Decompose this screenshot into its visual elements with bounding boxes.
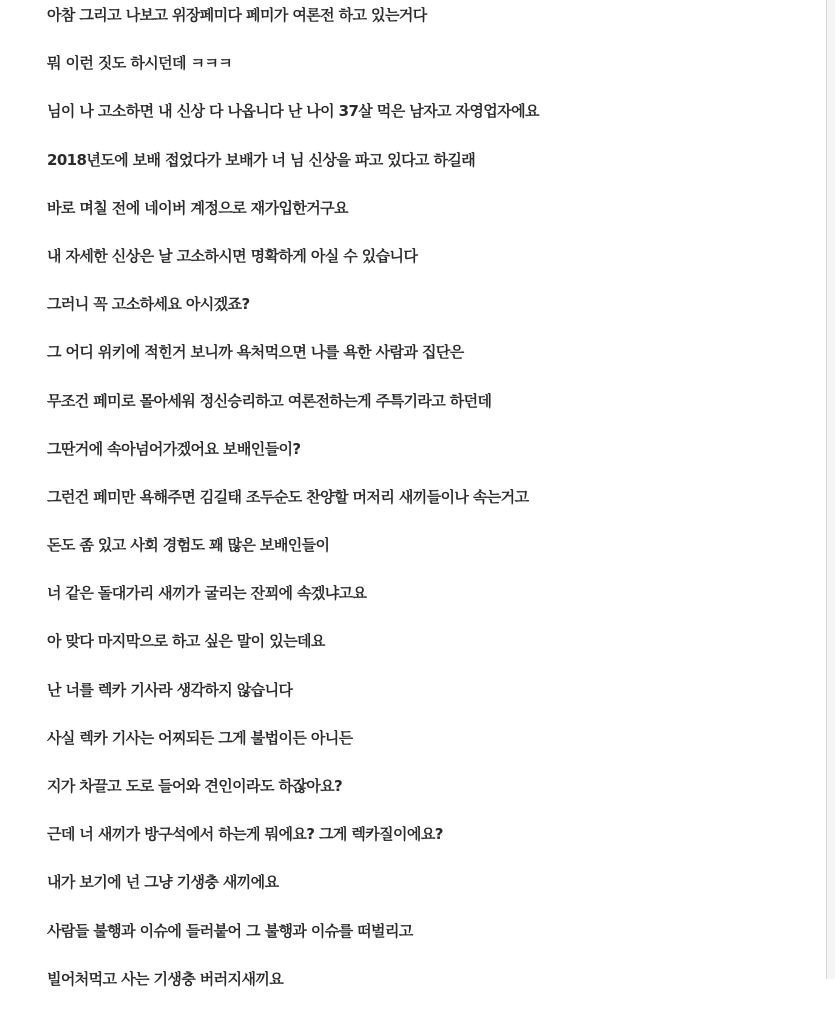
post-line: 그런건 페미만 욕해주면 김길태 조두순도 찬양할 머저리 새끼들이나 속는거고: [47, 487, 529, 506]
post-line: 지가 차끌고 도로 들어와 견인이라도 하잖아요?: [47, 777, 343, 795]
post-line: 너 같은 돌대가리 새끼가 굴리는 잔꾀에 속겠냐고요: [47, 584, 367, 603]
post-line: 아 맞다 마지막으로 하고 싶은 말이 있는데요: [47, 632, 325, 651]
post-line: 님이 나 고소하면 내 신상 다 나옵니다 난 나이 37살 먹은 남자고 자영업자에요: [47, 102, 539, 121]
post-line: 돈도 좀 있고 사회 경험도 꽤 많은 보배인들이: [47, 536, 330, 555]
post-line: 내 자세한 신상은 날 고소하시면 명확하게 아실 수 있습니다: [47, 246, 418, 265]
post-line: 그러니 꼭 고소하세요 아시겠죠?: [47, 295, 250, 314]
right-border: [826, 0, 835, 979]
post-line: 근데 너 새끼가 방구석에서 하는게 뭐에요? 그게 렉카질이에요?: [47, 825, 443, 844]
post-line: 빌어처먹고 사는 기생충 버러지새끼요: [47, 969, 284, 988]
post-line: 바로 며칠 전에 네이버 계정으로 재가입한거구요: [47, 198, 348, 217]
post-line: 뭐 이런 짓도 하시던데 ㅋㅋㅋ: [47, 54, 233, 73]
post-line: 아참 그리고 나보고 위장페미다 페미가 여론전 하고 있는거다: [47, 6, 427, 24]
post-line: 무조건 페미로 몰아세워 정신승리하고 여론전하는게 주특기라고 하던데: [47, 391, 492, 410]
post-line: 난 너를 렉카 기사라 생각하지 않습니다: [47, 680, 293, 699]
post-line: 그딴거에 속아넘어가겠어요 보배인들이?: [47, 439, 301, 458]
post-line: 사실 렉카 기사는 어찌되든 그게 불법이든 아니든: [47, 728, 353, 747]
post-line: 2018년도에 보배 접었다가 보배가 너 님 신상을 파고 있다고 하길래: [47, 150, 476, 169]
post-line: 사람들 불행과 이슈에 들러붙어 그 불행과 이슈를 떠벌리고: [47, 921, 413, 940]
post-line: 그 어디 위키에 적힌거 보니까 욕처먹으면 나를 욕한 사람과 집단은: [47, 343, 464, 362]
post-line: 내가 보기에 넌 그냥 기생충 새끼에요: [47, 873, 279, 892]
